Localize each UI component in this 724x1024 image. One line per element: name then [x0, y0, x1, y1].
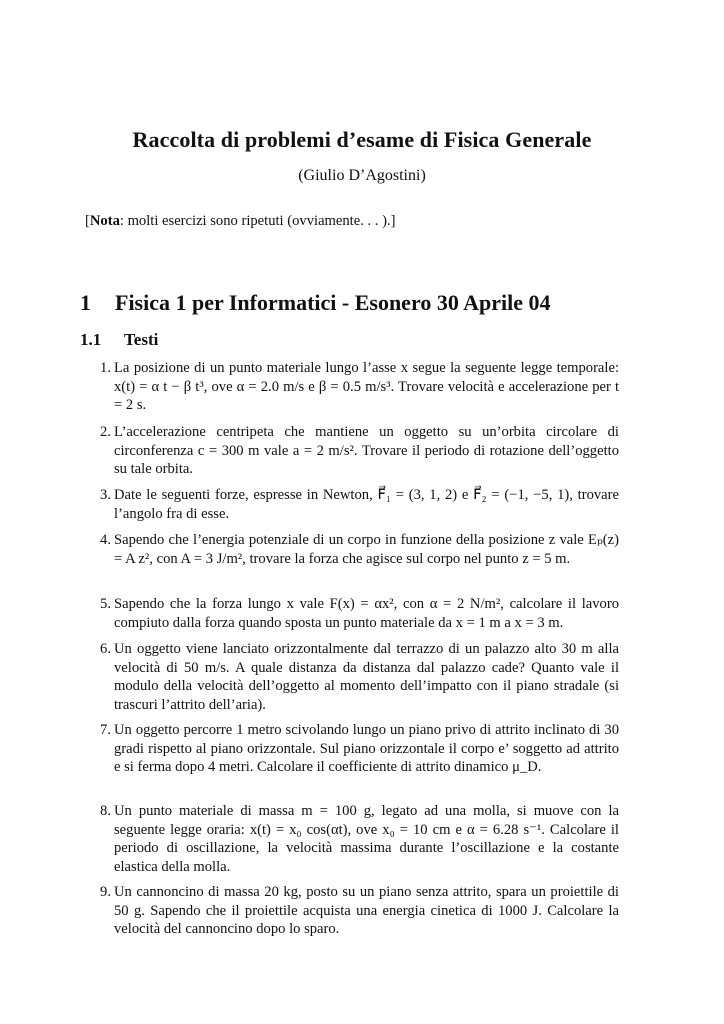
section-number: 1 — [80, 290, 91, 315]
problem-number: 2. — [100, 424, 111, 440]
problem-item — [93, 883, 619, 939]
document-title: Raccolta di problemi d’esame di Fisica Generale — [132, 127, 592, 152]
problem-text: Sapendo che la forza lungo x vale F(x) = αx², con α = 2 N/m², calcolare il lavoro compiuto dalla forza quando sposta un punto materiale da x = 1 m a x = 3 m. — [114, 596, 619, 631]
problem-text: Un oggetto percorre 1 metro scivolando lungo un piano privo di attrito inclinato di 30 gradi rispetto al piano orizzontale. Sul piano orizzontale il corpo e’ soggetto ad attrito e si ferma dopo 4 metri. Calcolare il coefficiente di attrito dinamico μ_D. — [114, 722, 619, 776]
problem-item — [93, 423, 619, 479]
section-title: Fisica 1 per Informatici - Esonero 30 Aprile 04 — [115, 290, 551, 315]
section-heading — [80, 290, 550, 316]
problem-number: 7. — [100, 722, 111, 738]
problem-item — [93, 486, 619, 523]
problem-item — [93, 359, 619, 415]
problem-number: 6. — [100, 641, 111, 657]
note-label: Nota — [89, 213, 120, 229]
problem-number: 8. — [100, 803, 111, 819]
subsection-heading — [80, 330, 158, 350]
document-author: (Giulio D’Agostini) — [298, 167, 426, 184]
subsection-number: 1.1 — [80, 330, 102, 349]
problem-number: 4. — [100, 532, 111, 548]
document-note — [85, 213, 395, 230]
problem-text: Sapendo che l’energia potenziale di un corpo in funzione della posizione z vale Eₚ(z) = A z², con A = 3 J/m², trovare la forza che agisce sul corpo nel punto z = 5 m. — [114, 532, 619, 567]
problem-number: 5. — [100, 596, 111, 612]
subsection-title: Testi — [124, 330, 159, 349]
problem-item — [93, 802, 619, 876]
problem-item — [93, 531, 619, 568]
problem-text: L’accelerazione centripeta che mantiene un oggetto su un’orbita circolare di circonferenza c = 300 m vale a = 2 m/s². Trovare il periodo di rotazione dell’oggetto su tale orbita. — [114, 424, 619, 478]
problem-item — [93, 640, 619, 714]
problem-text: Un oggetto viene lanciato orizzontalmente dal terrazzo di un palazzo alto 30 m alla velocità di 50 m/s. A quale distanza da distanza dal palazzo cade? Quanto vale il modulo della velocità dell’oggetto al momento dell’impatto con il piano stradale (si trascuri l’attrito dell’aria). — [114, 641, 619, 713]
problem-number: 1. — [100, 360, 111, 376]
problem-number: 3. — [100, 487, 111, 503]
note-text: : molti esercizi sono ripetuti (ovviamente. . . ).] — [119, 213, 396, 229]
problem-text: La posizione di un punto materiale lungo l’asse x segue la seguente legge temporale: x(t) = α t − β t³, ove α = 2.0 m/s e β = 0.5 m/s³. Trovare velocità e accelerazione per t = 2 s. — [114, 360, 619, 414]
problem-item — [93, 721, 619, 777]
problem-number: 9. — [100, 884, 111, 900]
problem-text: Un punto materiale di massa m = 100 g, legato ad una molla, si muove con la seguente legge oraria: x(t) = x₀ cos(αt), ove x₀ = 10 cm e α = 6.28 s⁻¹. Calcolare il periodo di oscillazione, la velocità massima durante l’oscillazione e la costante elastica della molla. — [114, 803, 619, 875]
problem-text: Un cannoncino di massa 20 kg, posto su un piano senza attrito, spara un proiettile di 50 g. Sapendo che il proiettile acquista una energia cinetica di 1000 J. Calcolare la velocità del cannoncino dopo lo sparo. — [114, 884, 619, 938]
problem-text: Date le seguenti forze, espresse in Newton, F⃗₁ = (3, 1, 2) e F⃗₂ = (−1, −5, 1), trovare l’angolo fra di esse. — [114, 487, 619, 522]
note-open-bracket: [ — [85, 213, 90, 229]
problem-item — [93, 595, 619, 632]
